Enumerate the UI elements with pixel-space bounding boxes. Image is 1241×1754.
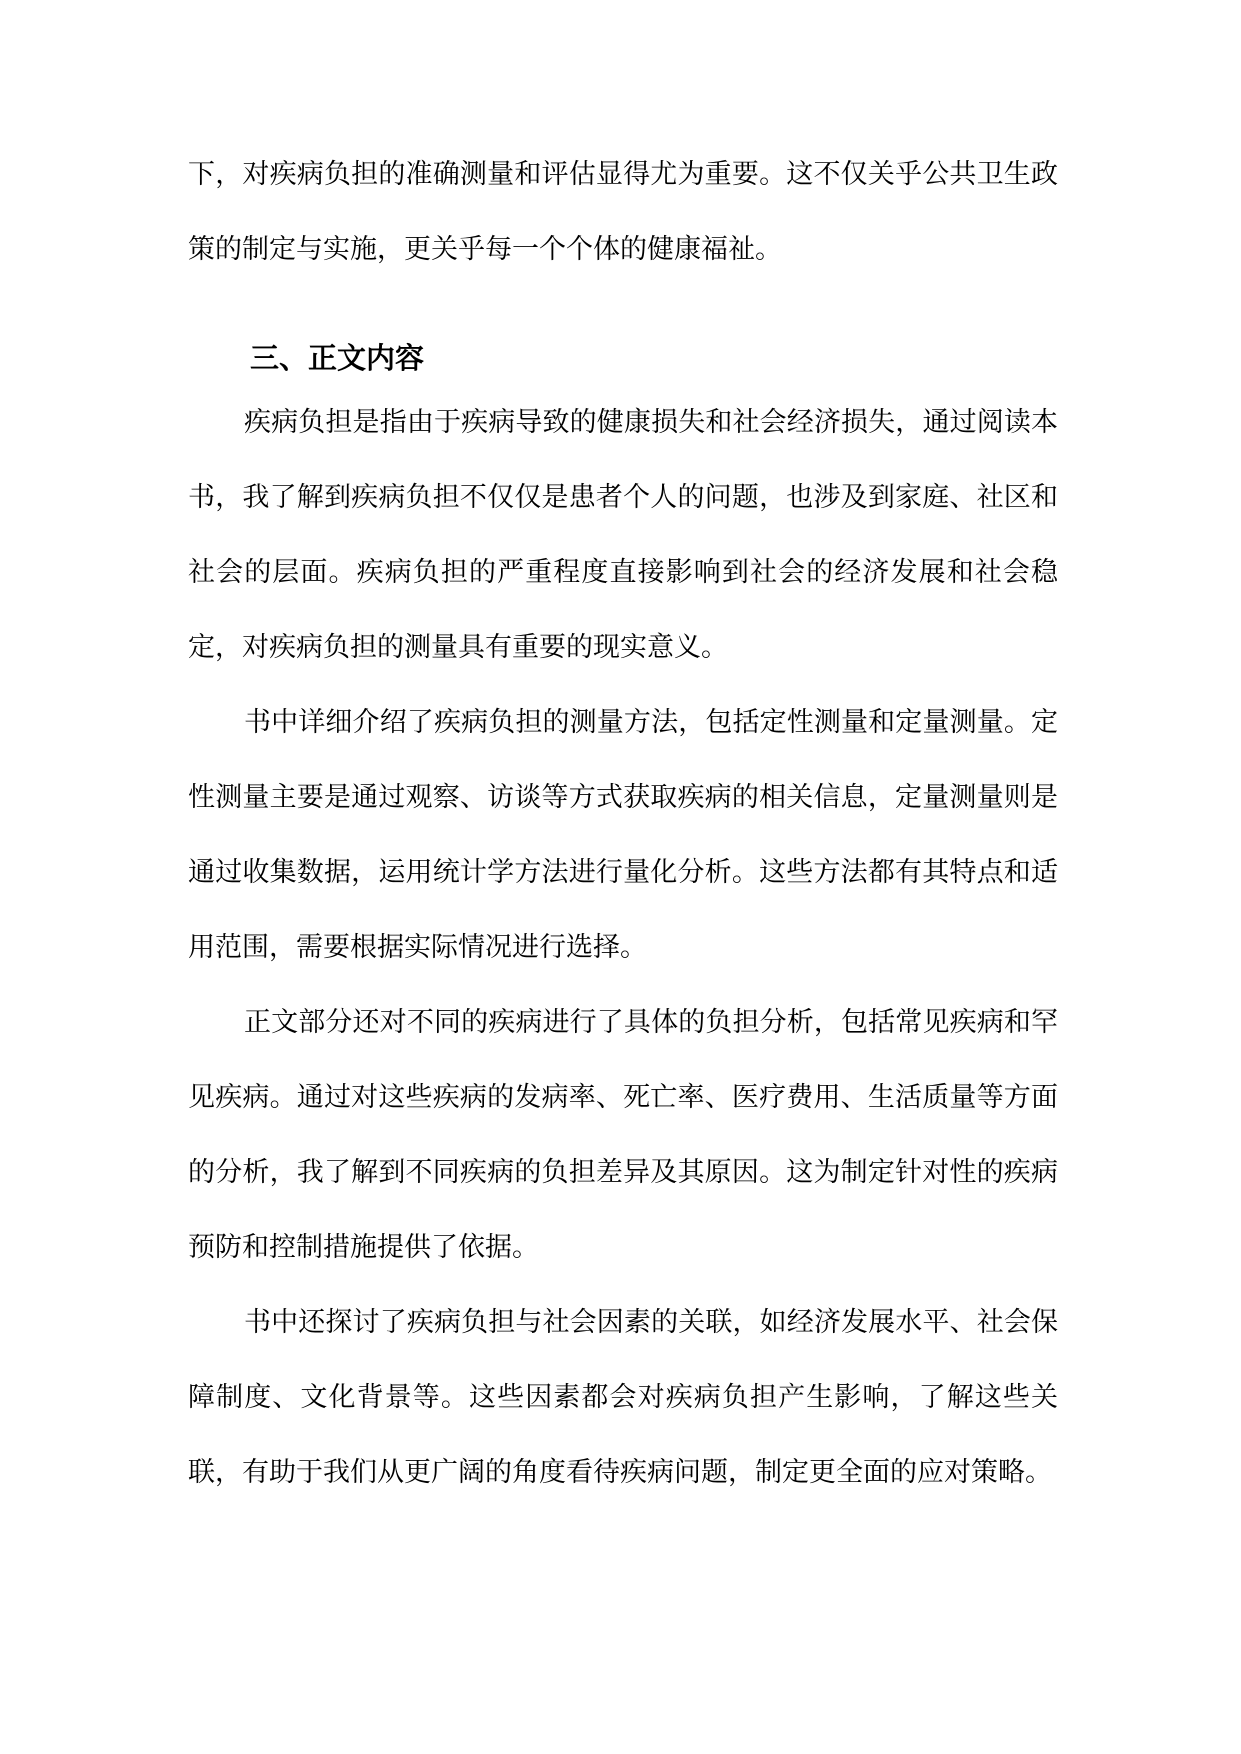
section-heading: 三、正文内容	[250, 341, 425, 375]
body-paragraph-1: 疾病负担是指由于疾病导致的健康损失和社会经济损失，通过阅读本书，我了解到疾病负担不仅仅是患者个人的问题，也涉及到家庭、社区和社会的层面。疾病负担的严重程度直接影响到社会的经济发展和社会稳定，对疾病负担的测量具有重要的现实意义。	[188, 407, 1058, 663]
body-paragraph-3: 正文部分还对不同的疾病进行了具体的负担分析，包括常见疾病和罕见疾病。通过对这些疾病的发病率、死亡率、医疗费用、生活质量等方面的分析，我了解到不同疾病的负担差异及其原因。这为制定针对性的疾病预防和控制措施提供了依据。	[188, 1007, 1058, 1263]
continuation-block	[188, 137, 1058, 287]
section-body	[188, 385, 1058, 1510]
body-paragraph-4: 书中还探讨了疾病负担与社会因素的关联，如经济发展水平、社会保障制度、文化背景等。这些因素都会对疾病负担产生影响，了解这些关联，有助于我们从更广阔的角度看待疾病问题，制定更全面的应对策略。	[188, 1307, 1058, 1488]
body-paragraph-2: 书中详细介绍了疾病负担的测量方法，包括定性测量和定量测量。定性测量主要是通过观察、访谈等方式获取疾病的相关信息，定量测量则是通过收集数据，运用统计学方法进行量化分析。这些方法都有其特点和适用范围，需要根据实际情况进行选择。	[188, 707, 1058, 963]
continuation-paragraph: 下，对疾病负担的准确测量和评估显得尤为重要。这不仅关乎公共卫生政策的制定与实施，更关乎每一个个体的健康福祉。	[188, 159, 1058, 265]
